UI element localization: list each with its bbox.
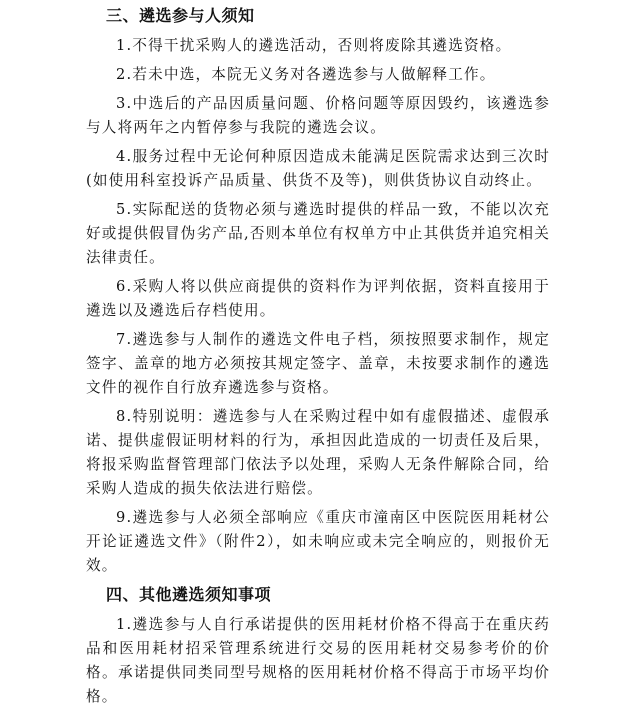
section-3-heading: 三、遴选参与人须知: [106, 6, 255, 25]
section-3-item-9: 9.遴选参与人必须全部响应《重庆市潼南区中医院医用耗材公开论证遴选文件》（附件2），如未响应或未完全响应的，则报价无效。: [86, 509, 550, 574]
section-3-item-5: 5.实际配送的货物必须与遴选时提供的样品一致，不能以次充好或提供假冒伪劣产品,否则本单位有权单方中止其供货并追究相关法律责任。: [86, 201, 550, 266]
section-4-item-1: 1.遴选参与人自行承诺提供的医用耗材价格不得高于在重庆药品和医用耗材招采管理系统进行交易的医用耗材交易参考价的价格。承诺提供同类同型号规格的医用耗材价格不得高于市场平均价格。: [86, 616, 550, 705]
section-4-heading: 四、其他遴选须知事项: [106, 585, 272, 604]
section-3-item-2: 2.若未中选，本院无义务对各遴选参与人做解释工作。: [116, 66, 496, 83]
section-3-item-6: 6.采购人将以供应商提供的资料作为评判依据，资料直接用于遴选以及遴选后存档使用。: [86, 278, 550, 319]
section-3-item-7: 7.遴选参与人制作的遴选文件电子档，须按照要求制作，规定签字、盖章的地方必须按其规定签字、盖章，未按要求制作的遴选文件的视作自行放弃遴选参与资格。: [86, 331, 550, 396]
section-3-item-4: 4.服务过程中无论何种原因造成未能满足医院需求达到三次时(如使用科室投诉产品质量、供货不及等)，则供货协议自动终止。: [86, 148, 550, 189]
section-3-item-3: 3.中选后的产品因质量问题、价格问题等原因毁约，该遴选参与人将两年之内暂停参与我院的遴选会议。: [86, 95, 550, 136]
section-3-item-8: 8.特别说明：遴选参与人在采购过程中如有虚假描述、虚假承诺、提供虚假证明材料的行为，承担因此造成的一切责任及后果，将报采购监督管理部门依法予以处理，采购人无条件解除合同，给采购人造成的损失依法进行赔偿。: [86, 408, 550, 497]
section-3-item-1: 1.不得干扰采购人的遴选活动，否则将废除其遴选资格。: [116, 37, 512, 54]
